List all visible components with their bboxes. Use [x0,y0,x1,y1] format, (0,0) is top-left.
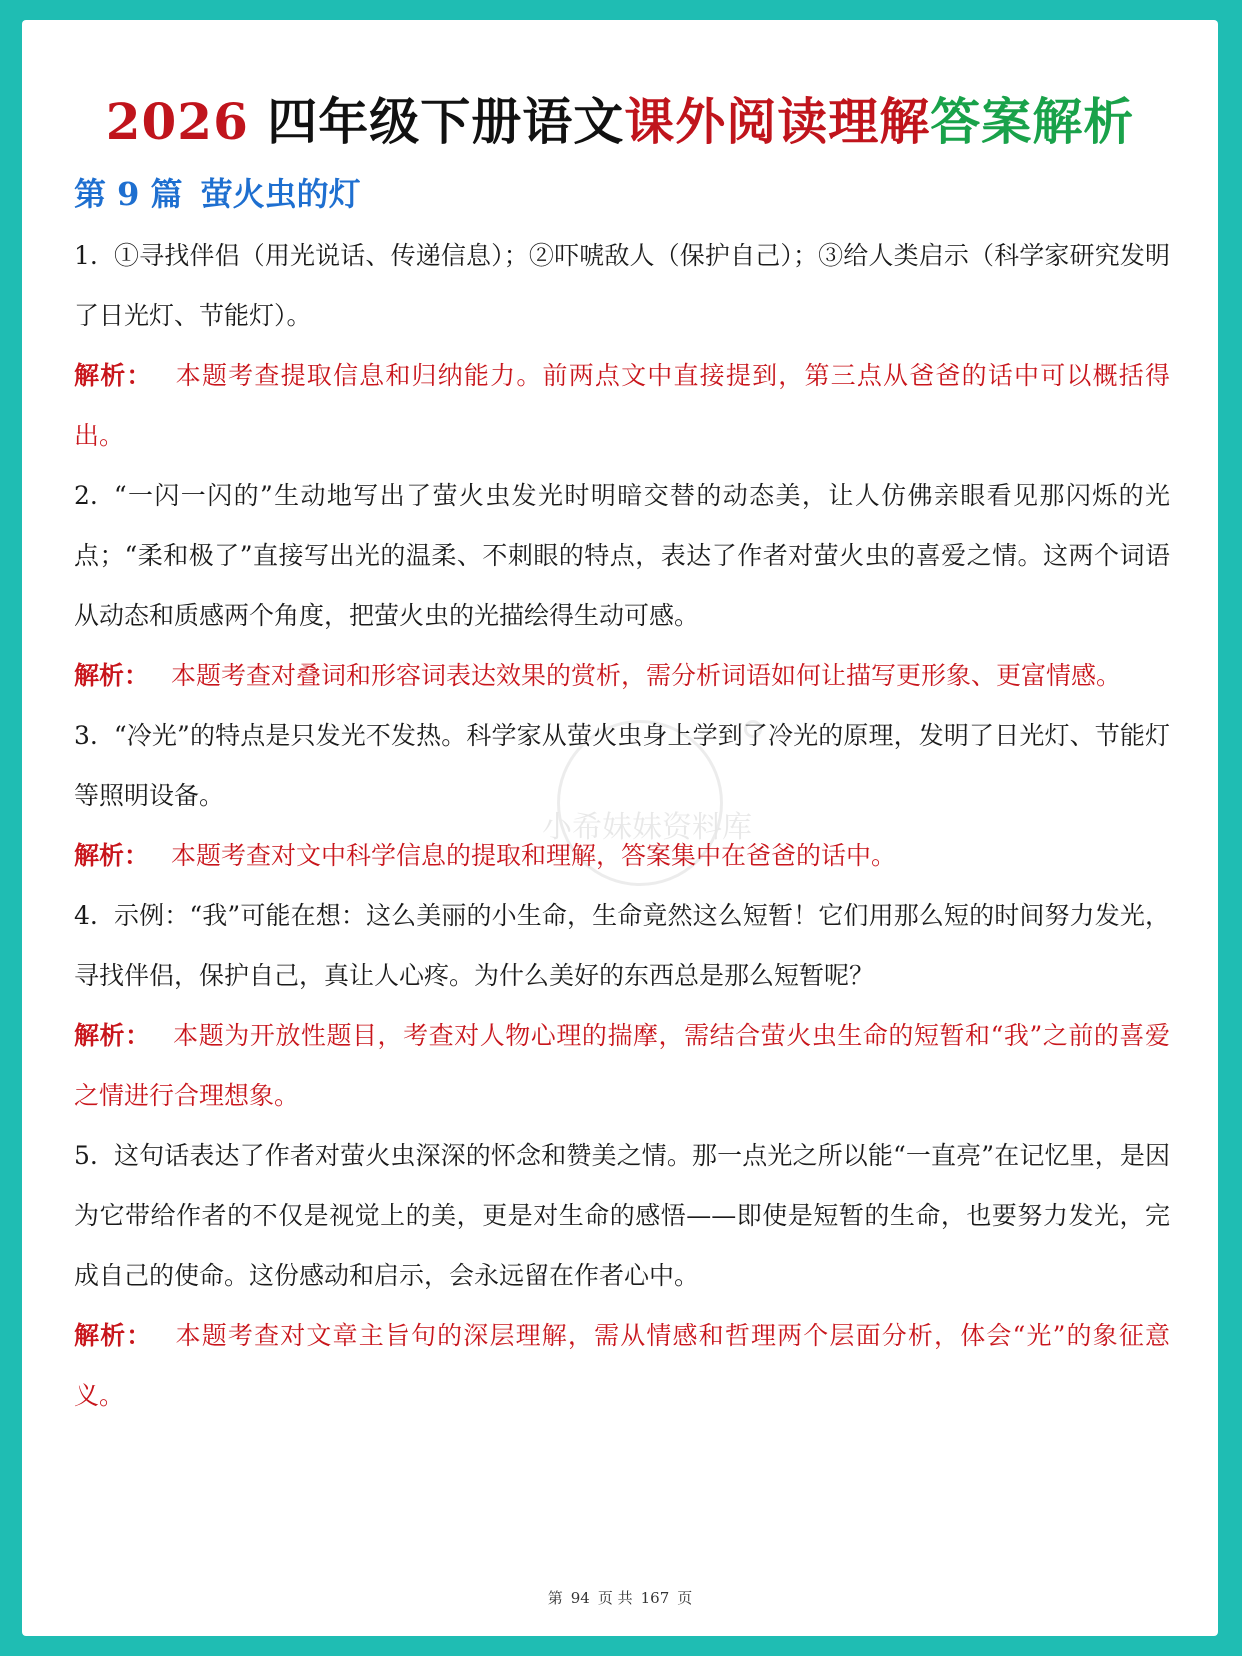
answer-text: “冷光”的特点是只发光不发热。科学家从萤火虫身上学到了冷光的原理，发明了日光灯、节能灯等照明设备。 [74,721,1170,810]
answer-list [74,226,1170,1426]
analysis-text: 本题考查对叠词和形容词表达效果的赏析，需分析词语如何让描写更形象、更富情感。 [171,661,1122,690]
analysis-item-5 [74,1306,1170,1426]
watermark-text: 小希妹妹资料库 [542,810,752,845]
answer-text: 示例：“我”可能在想：这么美丽的小生命，生命竟然这么短暂！它们用那么短的时间努力发光，寻找伴侣，保护自己，真让人心疼。为什么美好的东西总是那么短暂呢？ [74,901,1170,990]
title-year: 2026 [105,92,249,151]
item-number: 4. [74,901,98,930]
footer-prefix: 第 [547,1589,563,1607]
answer-text: “一闪一闪的”生动地写出了萤火虫发光时明暗交替的动态美，让人仿佛亲眼看见那闪烁的光点；“柔和极了”直接写出光的温柔、不刺眼的特点，表达了作者对萤火虫的喜爱之情。这两个词语从动态和质感两个角度，把萤火虫的光描绘得生动可感。 [74,481,1170,630]
analysis-text: 本题考查对文章主旨句的深层理解，需从情感和哲理两个层面分析，体会“光”的象征意义。 [74,1321,1170,1410]
analysis-text: 本题为开放性题目，考查对人物心理的揣摩，需结合萤火虫生命的短暂和“我”之前的喜爱之情进行合理想象。 [74,1021,1170,1110]
item-number: 1. [74,241,98,270]
footer-middle: 页 共 [597,1589,633,1607]
analysis-label: 解析： [74,361,153,390]
answer-item-5 [74,1126,1170,1306]
answer-item-3 [74,706,1170,826]
analysis-item-4 [74,1006,1170,1126]
section-label: 第 9 篇 [74,175,183,213]
footer-current-page: 94 [570,1589,590,1607]
analysis-item-1 [74,346,1170,466]
title-highlight-green: 答案解析 [930,92,1135,151]
analysis-text: 本题考查提取信息和归纳能力。前两点文中直接提到，第三点从爸爸的话中可以概括得出。 [74,361,1170,450]
answer-text: 这句话表达了作者对萤火虫深深的怀念和赞美之情。那一点光之所以能“一直亮”在记忆里，是因为它带给作者的不仅是视觉上的美，更是对生命的感悟——即使是短暂的生命，也要努力发光，完成自己的使命。这份感动和启示，会永远留在作者心中。 [74,1141,1170,1290]
analysis-label: 解析： [74,661,150,690]
item-number: 2. [74,481,98,510]
answer-item-1 [74,226,1170,346]
answer-item-2 [74,466,1170,646]
analysis-label: 解析： [74,841,150,870]
analysis-label: 解析： [74,1321,153,1350]
page-footer [22,1587,1218,1608]
page-title [22,82,1218,162]
answer-text: ①寻找伴侣（用光说话、传递信息）；②吓唬敌人（保护自己）；③给人类启示（科学家研究发明了日光灯、节能灯）。 [74,241,1170,330]
analysis-item-2 [74,646,1170,706]
analysis-item-3 [74,826,1170,886]
item-number: 5. [74,1141,98,1170]
answer-item-4 [74,886,1170,1006]
document-page [22,20,1218,1636]
analysis-label: 解析： [74,1021,151,1050]
title-main: 四年级下册语文 [267,92,625,151]
title-highlight-red: 课外阅读理解 [624,92,931,151]
analysis-text: 本题考查对文中科学信息的提取和理解，答案集中在爸爸的话中。 [171,841,897,870]
section-title: 萤火虫的灯 [200,175,361,213]
section-heading [74,172,361,216]
item-number: 3. [74,721,98,750]
footer-suffix: 页 [677,1589,693,1607]
footer-total-pages: 167 [640,1589,670,1607]
